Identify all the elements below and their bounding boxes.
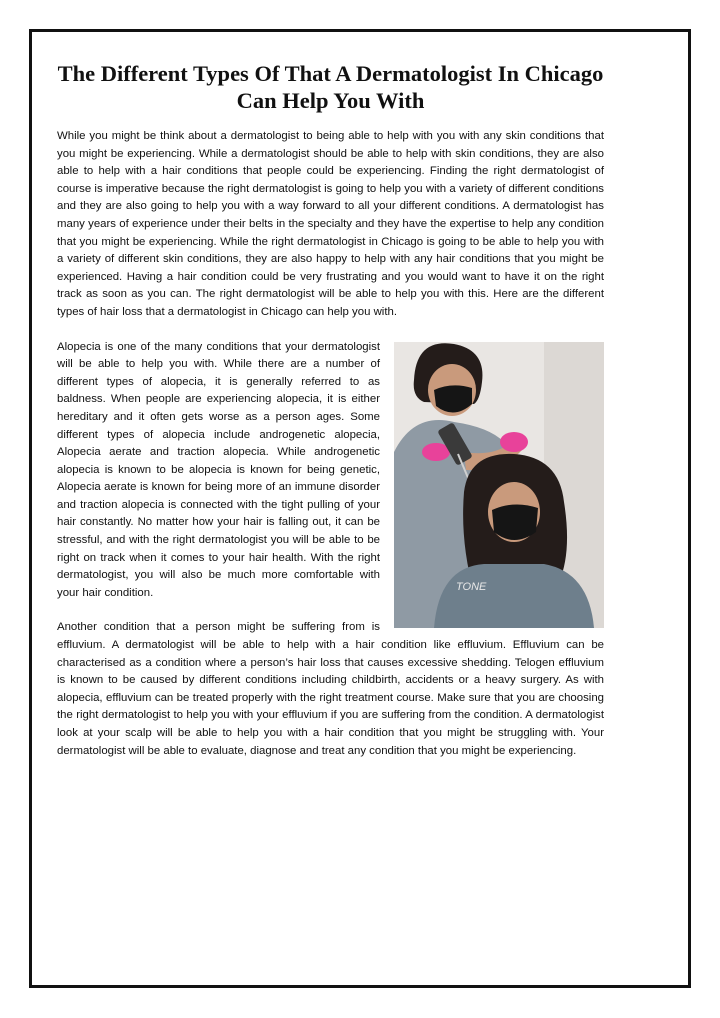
- patient-mask: [492, 504, 538, 540]
- shirt-print: TONE: [456, 580, 487, 593]
- document-body: [57, 60, 604, 760]
- glove-right: [500, 432, 528, 452]
- effluvium-paragraph: Another condition that a person might be suffering from is effluvium. A dermatologist will be able to help with a hair condition like effluvium. Effluvium can be characterised as a condition where a person’s hair loss that causes excessive shedding. Telogen effluvium is known to be caused by different conditions including childbirth, accidents or a heavy surgery. As with alopecia, effluvium can be treated properly with the right treatment course. Make sure that you are choosing the right dermatologist to help you with your effluvium if you are suffering from the condition. A dermatologist look at your scalp will be able to help you with a hair condition that you might be struggling with. Your dermatologist will be able to evaluate, diagnose and treat any condition that you might be experiencing.: [57, 621, 604, 757]
- intro-paragraph: While you might be think about a dermatologist to being able to help with you with any skin conditions that you might be experiencing. While a dermatologist should be able to help with skin conditions, they are also able to help with a hair conditions that people could be experiencing. Finding the right dermatologist of course is imperative because the right dermatologist is going to help you with a variety of different conditions and they are also going to help you with a way forward to all your different conditions. A dermatologist has many years of experience under their belts in the specialty and they have the expertise to help any condition that you might be experiencing. While the right dermatologist in Chicago is going to be able to help you with a variety of different skin conditions, they are also happy to help with any hair conditions that you might be experienced. Having a hair condition could be very frustrating and you would want to have it on the right track as soon as you can. The right dermatologist will be able to help you with this. Here are the different types of hair loss that a dermatologist in Chicago can help you with.: [57, 130, 604, 318]
- document-title: The Different Types Of That A Dermatologist In Chicago Can Help You With: [57, 61, 604, 113]
- alopecia-paragraph: Alopecia is one of the many conditions that your dermatologist will be able to help you with. While there are a number of different types of alopecia, it is generally referred to as baldness. When people are experiencing alopecia, it is either hereditary and it often gets worse as a person ages. Some different types of alopecia include androgenetic alopecia, Alopecia aerate and traction alopecia. While androgenetic alopecia is known to be alopecia is known for being genetic, Alopecia aerate is known for being more of an immune disorder and traction alopecia is connected with the tight pulling of your hair constantly. No matter how your hair is falling out, it can be stressful, and with the right dermatologist you will be able to be right on track when it comes to your hair health. With the right dermatologist, you will also be much more comfortable with your hair condition.: [57, 340, 380, 599]
- dermatologist-photo: [394, 342, 604, 628]
